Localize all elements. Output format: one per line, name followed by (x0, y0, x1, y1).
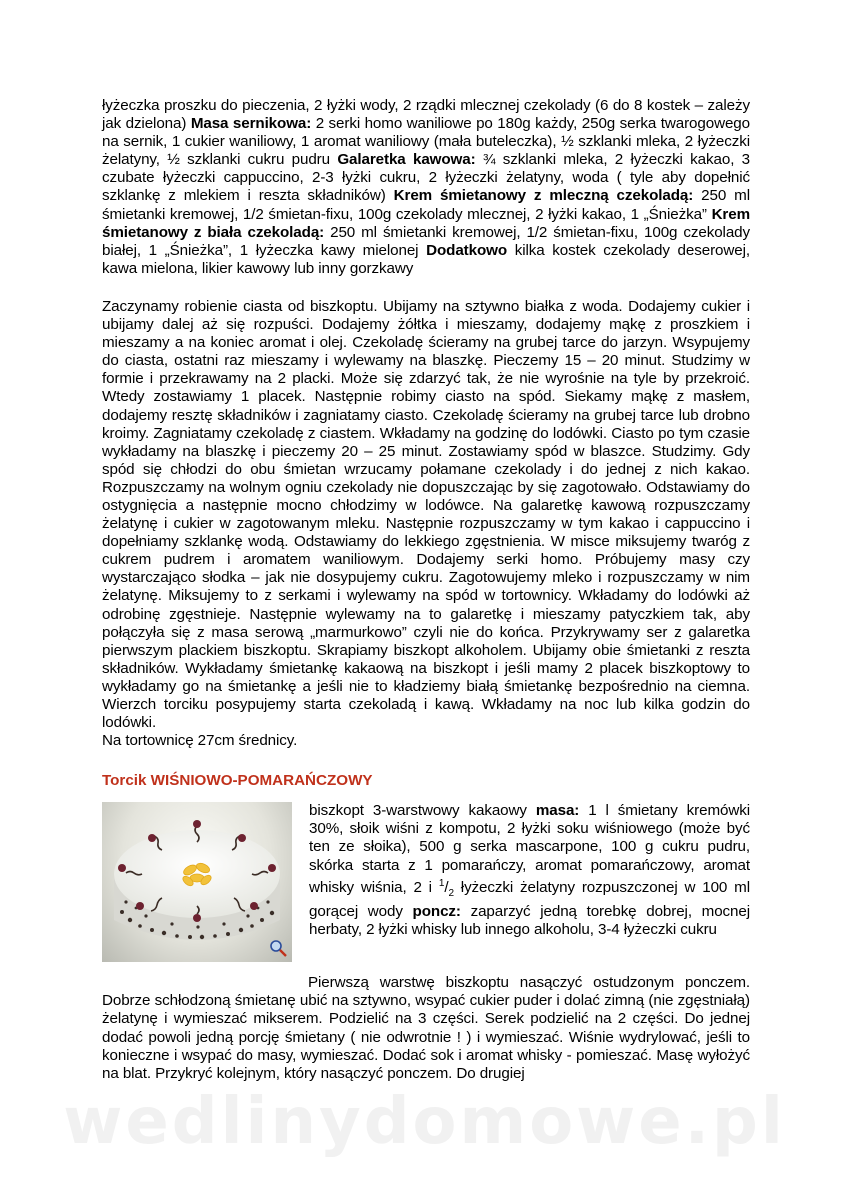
recipe-title (102, 772, 750, 790)
recipe-text: łyżeczki żelatyny rozpuszczonej w 100 ml gorącej wody (309, 878, 750, 920)
recipe-heading-poncz: poncz: (412, 902, 461, 920)
recipe-text: biszkopt 3-warstwowy kakaowy (309, 802, 536, 820)
fraction-numerator: 1 (438, 877, 445, 889)
watermark: wedlinydomowe.pl (63, 1085, 786, 1159)
ingredients-text: łyżeczka proszku do pieczenia, 2 łyżki wody, 2 rządki mlecznej czekolady (6 do 8 kostek – zależy jak dzielona) (102, 97, 750, 133)
ingredients-heading-galaretka: Galaretka kawowa: (337, 151, 476, 169)
ingredients-text: 250 ml śmietanki kremowej, 1/2 śmietan-fixu, 100g czekolady mlecznej, 2 łyżki kakao, 1 „Śnieżka” (102, 187, 750, 223)
recipe-title-prefix: Torcik (102, 772, 151, 790)
recipe-heading-masa: masa: (535, 802, 580, 820)
recipe-intro-block (102, 802, 750, 962)
method-note: Na tortownicę 27cm średnicy. (102, 732, 298, 750)
cake-photo (102, 802, 292, 962)
recipe-ingredients (309, 802, 750, 962)
fraction-denominator: 2 (448, 887, 454, 899)
recipe-body-paragraph (102, 974, 750, 1083)
ingredients-text: 2 serki homo waniliowe po 180g każdy, 250g serka twarogowego na sernik, 1 cukier waniliowy, 1 aromat waniliowy (mała buteleczka), ½ szklanki mleka, 2 łyżeczki żelatyny, ½ szklanki cukru pudru (102, 115, 750, 169)
method-paragraph: Zaczynamy robienie ciasta od biszkoptu. Ubijamy na sztywno białka z woda. Dodajemy cukier i ubijamy dalej aż się rozpuści. Dodajemy żółtka i mieszamy, dodajemy mąkę z proszkiem i mieszamy a na koniec aromat i olej. Czekoladę ścieramy na grubej tarce do jarzyn. Wsypujemy do ciasta, ostatni raz mieszamy i wylewamy na blaszkę. Pieczemy 15 – 20 minut. Studzimy w formie i przekrawamy na 2 placki. Może się zdarzyć tak, że nie wyrośnie na tyle by przekroić. Wtedy zostawiamy 1 placek. Następnie robimy ciasto na spód. Siekamy mąkę z masłem, dodajemy resztę składników i zagniatamy ciasto. Czekoladę ścieramy na grubej tarce lub drobno kroimy. Zagniatamy czekoladę z ciastem. Wkładamy na godzinę do lodówki. Ciasto po tym czasie wykładamy na blaszkę i pieczemy 20 – 25 minut. Zostawiamy spód w blaszce. Studzimy. Gdy spód się chłodzi do obu śmietan wrzucamy połamane czekolady i do jednej z nich kakao. Rozpuszczamy na wolnym ogniu czekolady nie dopuszczając by się zagotowało. Odstawiamy do ostygnięcia a następnie mocno chłodzimy w lodówce. Na galaretkę kawową rozpuszczamy żelatynę i cukier w zagotowanym mleku. Następnie rozpuszczamy w tym kakao i cappuccino i dopełniamy szklankę wodą. Odstawiamy do lekkiego zgęstnienia. W misce miksujemy twaróg z cukrem pudrem i aromatem waniliowym. Dodajemy serki homo. Próbujemy masy czy wystarczająco słodka – jak nie dosypujemy cukru. Zagotowujemy mleko i rozpuszczamy w nim żelatynę. Miksujemy to z serkami i wylewamy na spód w tortownicy. Wkładamy do lodówki aż odrobinę zgęstnieje. Następnie wylewamy na to galaretkę i mieszamy patyczkiem tak, aby połączyła się z masa serową „marmurkowo” czyli nie do końca. Przykrywamy ser z galaretka pierwszym plackiem biszkoptu. Skrapiamy biszkopt alkoholem. Ubijamy obie śmietanki z reszta składników. Wykładamy śmietankę kakaową na biszkopt i jeśli mamy 2 placek biszkoptowy to wykładamy go na śmietankę a jeśli nie to kładziemy białą śmietankę bezpośrednio na ciemna. Wierzch torciku posypujemy starta czekoladą i kawą. Wkładamy na noc lub kilka godzin do lodówki. (102, 297, 750, 732)
ingredients-heading-krem-bialy: Krem śmietanowy z biała czekoladą: (102, 205, 750, 241)
ingredients-paragraph (102, 97, 750, 278)
ingredients-text: kilka kostek czekolady deserowej, kawa mielona, likier kawowy lub inny gorzkawy (102, 241, 750, 277)
ingredients-heading-masa-sernikowa: Masa sernikowa: (190, 115, 312, 133)
document-page (102, 97, 750, 1083)
recipe-ingredients-paragraph: biszkopt 3-warstwowy kakaowy masa: 1 l śmietany kremówki 30%, słoik wiśni z kompotu, 2 łyżki soku wiśniowego (może być ten ze słoika), 500 g serka mascarpone, 100 g cukru pudru, skórka starta z 1 pomarańczy, aromat pomarańczowy, aromat whisky wiśnia, 2 i $^1/_2$ łyżeczki żelatyny rozpuszczonej w 100 ml gorącej wody poncz: zaparzyć jedną torebkę dobrej, mocnej herbaty, 2 łyżki whisky lub innego alkoholu, 3-4 łyżeczki cukru (309, 802, 750, 938)
ingredients-heading-dodatkowo: Dodatkowo (426, 241, 508, 259)
paragraph-gap (102, 278, 750, 298)
recipe-title-main: WIŚNIOWO-POMARAŃCZOWY (150, 772, 373, 790)
magnifier-icon (271, 941, 286, 956)
ingredients-text: ¾ szklanki mleka, 2 łyżeczki kakao, 3 czubate łyżeczki cappuccino, 2-3 łyżki cukru, 2 łyżeczki żelatyny, woda ( tyle aby dopełnić szklankę z mlekiem i reszta składników) (102, 151, 750, 205)
recipe-text: 1 l śmietany kremówki 30%, słoik wiśni z kompotu, 2 łyżki soku wiśniowego (może być ten ze słoika), 500 g serka mascarpone, 100 g cukru pudru, skórka starta z 1 pomarańczy, aromat pomarańczowy, aromat whisky wiśnia, 2 i (309, 802, 750, 896)
ingredients-text: 250 ml śmietanki kremowej, 1/2 śmietan-fixu, 100g czekolady białej, 1 „Śnieżka”, 1 łyżeczka kawy mielonej (102, 223, 751, 259)
recipe-text: zaparzyć jedną torebkę dobrej, mocnej herbaty, 2 łyżki whisky lub innego alkoholu, 3-4 łyżeczki cukru (309, 902, 750, 938)
cake-illustration (102, 802, 292, 962)
ingredients-heading-krem-mleczny: Krem śmietanowy z mleczną czekoladą: (393, 187, 694, 205)
recipe-body-text: Pierwszą warstwę biszkoptu nasączyć ostudzonym ponczem. Dobrze schłodzoną śmietanę ubić na sztywno, wsypać cukier puder i dolać zimną (nie zgęstniałą) żelatynę i wymieszać mikserem. Podzielić na 3 części. Serek podzielić na 2 części. Do jednej dodać powoli jedną porcję śmietany ( nie odwrotnie ! ) i wymieszać. Wiśnie wydrylować, jeśli to konieczne i wsypać do masy, wymieszać. Dodać sok i aromat whisky - pomieszać. Masę wyłożyć na blat. Przykryć kolejnym, który nasączyć ponczem. Do drugiej (102, 974, 750, 1082)
